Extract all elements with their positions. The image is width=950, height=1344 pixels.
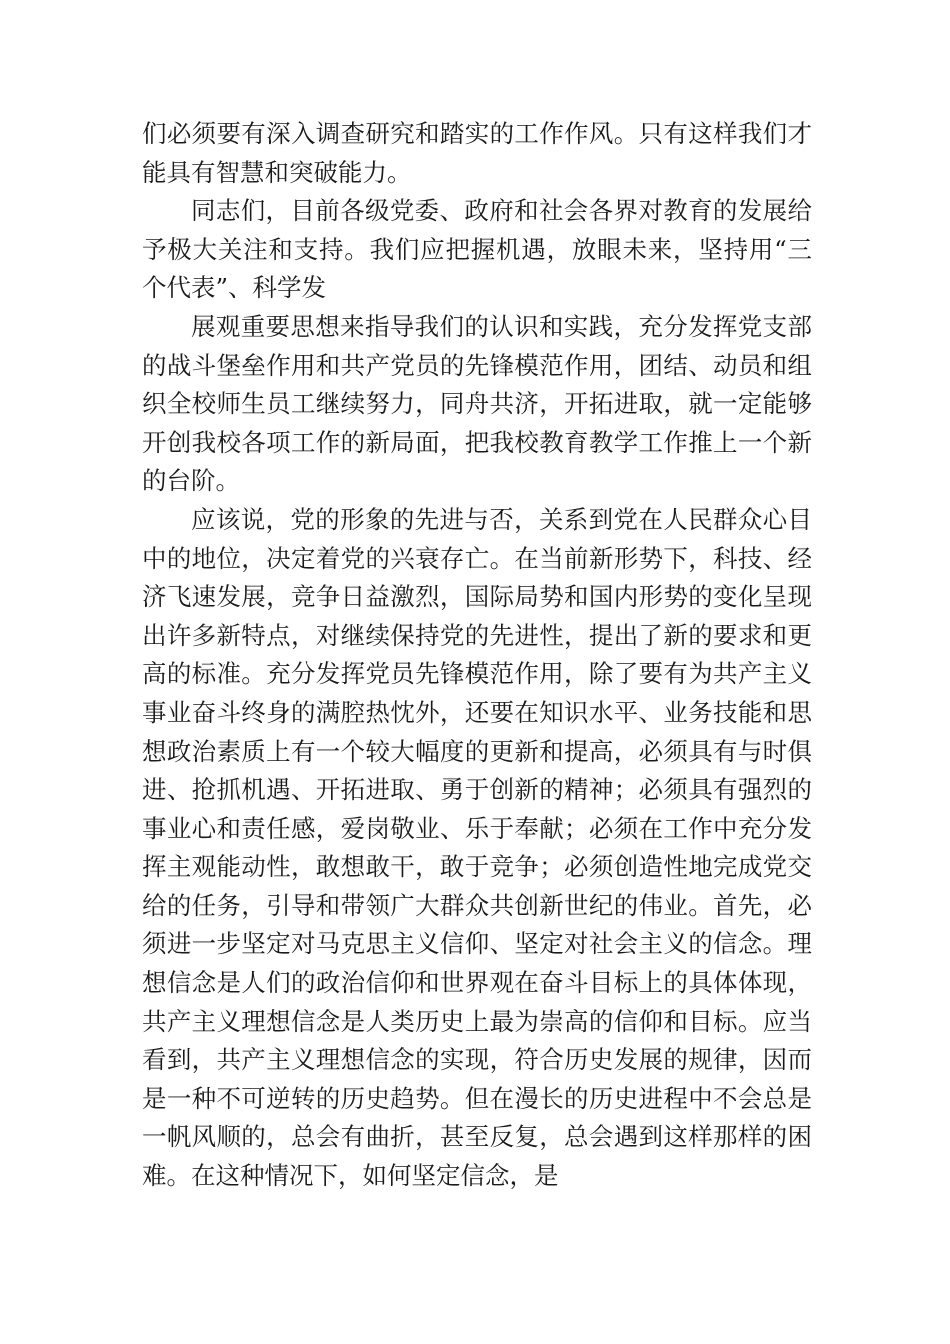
paragraph-continuation: 们必须要有深入调查研究和踏实的工作作风。只有这样我们才能具有智慧和突破能力。	[142, 119, 812, 187]
paragraph-party-image: 应该说，党的形象的先进与否，关系到党在人民群众心目中的地位，决定着党的兴衰存亡。在当前新形势下，科技、经济飞速发展，竞争日益激烈，国际局势和国内形势的变化呈现出许多新特点，对继续保持党的先进性，提出了新的要求和更高的标准。充分发挥党员先锋模范作用，除了要有为共产主义事业奋斗终身的满腔热忱外，还要在知识水平、业务技能和思想政治素质上有一个较大幅度的更新和提高，必须具有与时俱进、抢抓机遇、开拓进取、勇于创新的精神；必须具有强烈的事业心和责任感，爱岗敬业、乐于奉献；必须在工作中充分发挥主观能动性，敢想敢干，敢于竞争；必须创造性地完成党交给的任务，引导和带领广大群众共创新世纪的伟业。首先，必须进一步坚定对马克思主义信仰、坚定对社会主义的信念。理想信念是人们的政治信仰和世界观在奋斗目标上的具体体现，共产主义理想信念是人类历史上最为崇高的信仰和目标。应当看到，共产主义理想信念的实现，符合历史发展的规律，因而是一种不可逆转的历史趋势。但在漫长的历史进程中不会总是一帆风顺的，总会有曲折，甚至反复，总会遇到这样那样的困难。在这种情况下，如何坚定信念，是	[142, 504, 812, 1191]
document-body	[142, 115, 812, 1196]
paragraph-guiding-thought: 展观重要思想来指导我们的认识和实践，充分发挥党支部的战斗堡垒作用和共产党员的先锋模范作用，团结、动员和组织全校师生员工继续努力，同舟共济，开拓进取，就一定能够开创我校各项工作的新局面，把我校教育教学工作推上一个新的台阶。	[142, 311, 812, 496]
paragraph-education-support: 同志们，目前各级党委、政府和社会各界对教育的发展给予极大关注和支持。我们应把握机遇，放眼未来，坚持用“三个代表”、科学发	[142, 196, 812, 303]
